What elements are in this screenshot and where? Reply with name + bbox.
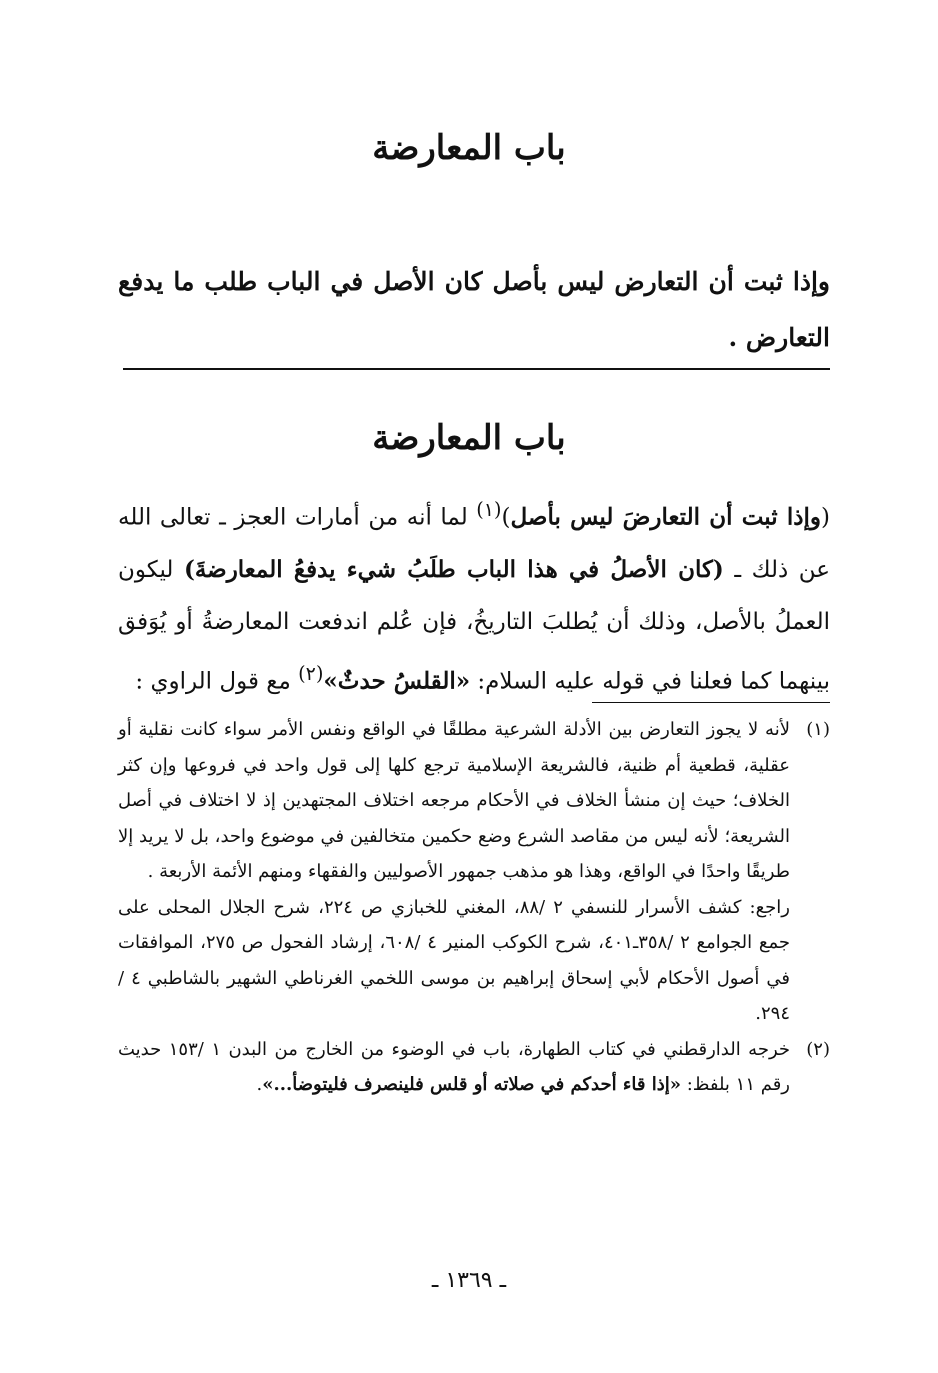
- footnote-separator: [592, 702, 830, 703]
- paren-open: (: [821, 504, 831, 531]
- section-divider: [123, 368, 830, 370]
- paren-close: ): [501, 504, 511, 531]
- footnote-ref-1[interactable]: (١): [476, 498, 502, 521]
- footnote-1: [118, 712, 830, 1032]
- footnote-2: [118, 1032, 830, 1103]
- hadith-quote: «القلسُ حدثٌ»: [323, 667, 471, 695]
- commentary-text-2: ليكون العملُ بالأصل، وذلك أن يُطلبَ التاريخُ، فإن عُلم اندفعت المعارضةُ أو يُوَفق بينهما كما فعلنا في قوله عليه السلام:: [118, 556, 830, 695]
- footnote-ref-2[interactable]: (٢): [298, 661, 324, 685]
- footnote-2-end: .: [256, 1074, 263, 1095]
- commentary-text-1: لما أنه من أمارات العجز ـ تعالى الله عن ذلك ـ: [118, 504, 830, 583]
- commentary-paragraph: [118, 484, 830, 707]
- section2-title: باب المعارضة: [372, 418, 566, 458]
- footnote-2-quote: «إذا قاء أحدكم في صلاته أو قلس فلينصرف فليتوضأ...»: [262, 1074, 681, 1095]
- footnote-1-text: لأنه لا يجوز التعارض بين الأدلة الشرعية مطلقًا في الواقع ونفس الأمر سواء كانت نقلية أو عقلية، قطعية أم ظنية، فالشريعة الإسلامية ترجع كلها إلى قول واحد في فروعها وإن كثر الخلاف؛ حيث إن منشأ الخلاف في الأحكام مرجعه اختلاف المجتهدين إذ لا اختلاف في أصل الشريعة؛ لأنه ليس من مقاصد الشرع وضع حكمين متخالفين في موضوع واحد، بل لا يريد إلا طريقًا واحدًا في الواقع، وهذا هو مذهب جمهور الأصوليين والفقهاء ومنهم الأئمة الأربعة .: [118, 719, 790, 882]
- footnote-2-text: خرجه الدارقطني في كتاب الطهارة، باب في الوضوء من الخارج من البدن ١ /١٥٣ حديث رقم ١١ بلفظ:: [118, 1038, 791, 1095]
- footnote-1-references: راجع: كشف الأسرار للنسفي ٢ /٨٨، المغني للخبازي ص ٢٢٤، شرح الجلال المحلى على جمع الجوامع ٢ /٣٥٨ـ٤٠١، شرح الكوكب المنير ٤ /٦٠٨، إرشاد الفحول ص ٢٧٥، الموافقات في أصول الأحكام لأبي إسحاق إبراهيم بن موسى اللخمي الغرناطي الشهير بالشاطبي ٤ /٢٩٤.: [118, 896, 791, 1024]
- page-number: ـ ١٣٦٩ ـ: [431, 1268, 507, 1293]
- matn-quote-2: (كان الأصلُ في هذا الباب طلَبُ شيء يدفعُ المعارضةَ): [183, 555, 724, 583]
- commentary-text-3: مع قول الراوي :: [135, 668, 299, 695]
- section1-text: وإذا ثبت أن التعارض ليس بأصل كان الأصل في الباب طلب ما يدفع التعارض .: [118, 267, 830, 352]
- matn-quote-1: وإذا ثبت أن التعارضَ ليس بأصل: [510, 503, 822, 531]
- section1-title: باب المعارضة: [372, 128, 566, 168]
- footnote-1-number: (١): [806, 719, 830, 740]
- footnotes: [118, 712, 830, 1103]
- footnote-2-number: (٢): [806, 1038, 830, 1060]
